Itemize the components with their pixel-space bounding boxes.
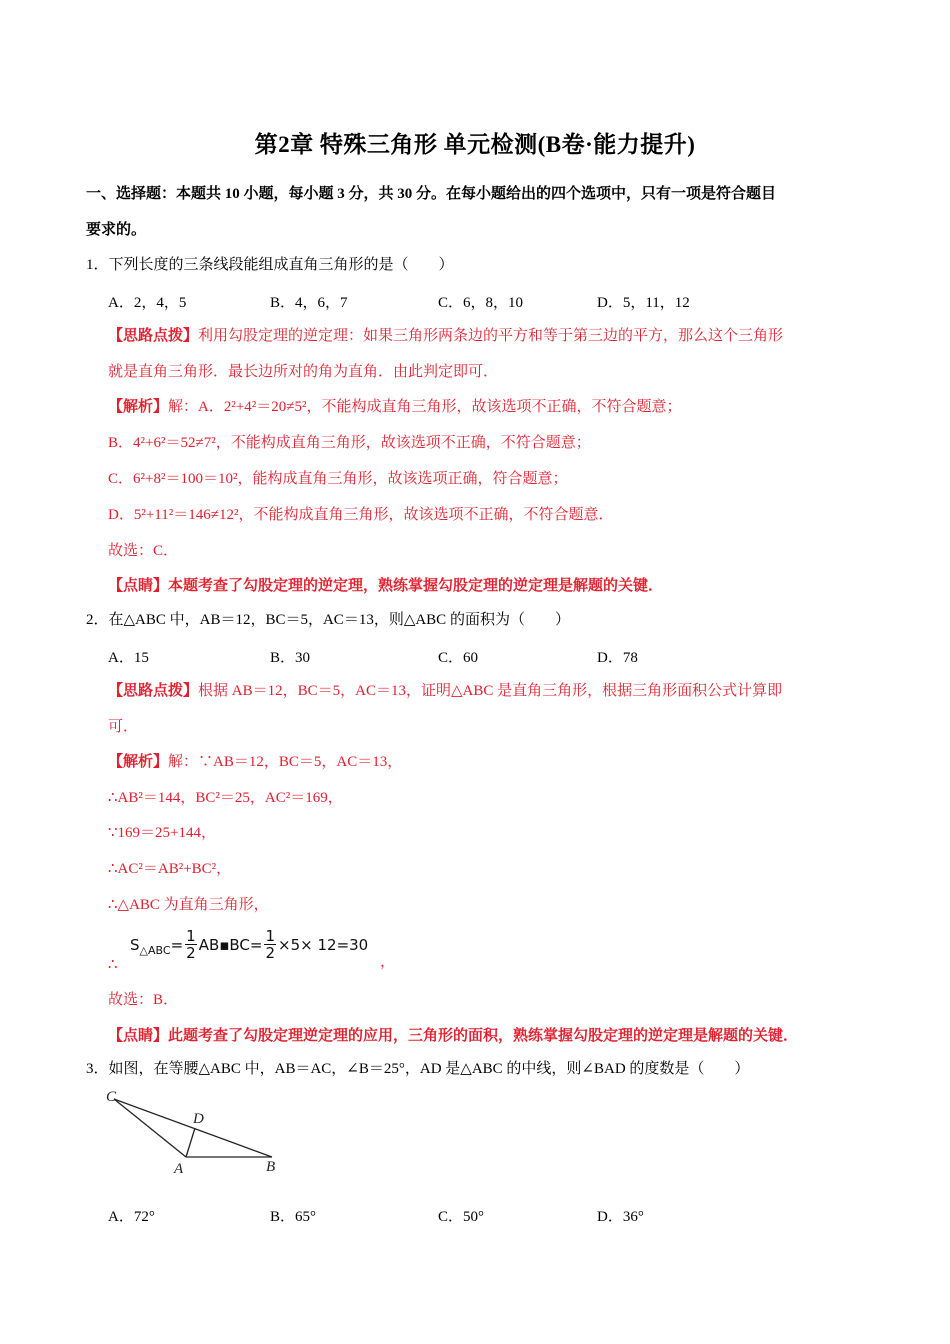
frac-num: 1: [186, 927, 196, 945]
q3-option-d: D．36°: [597, 1209, 644, 1225]
q1-analysis-4: D．5²+11²＝146≠12²，不能构成直角三角形，故该选项不正确，不符合题意．: [108, 507, 614, 523]
hint-text-1: 根据 AB＝12，BC＝5，AC＝13，证明△ABC 是直角三角形，根据三角形面积公式计算即: [198, 683, 783, 699]
formula-lhs: S: [130, 935, 140, 954]
frac-den: 2: [186, 944, 196, 962]
q1-analysis-2: B．4²+6²＝52≠7²，不能构成直角三角形，故该选项不正确，不符合题意；: [108, 435, 591, 451]
frac-num: 1: [265, 927, 276, 945]
q2-hint-line2: 可．: [108, 719, 139, 735]
label-d: D: [193, 1111, 204, 1127]
analysis-line: 解：A．2²+4²＝20≠5²，不能构成直角三角形，故该选项不正确，不符合题意；: [168, 399, 682, 415]
q1-answer: 故选：C．: [108, 543, 179, 559]
label-c: C: [106, 1089, 117, 1105]
label-b: B: [266, 1159, 276, 1175]
analysis-tag: 【解析】: [108, 399, 169, 415]
q1-option-a: A．2，4，5: [108, 295, 187, 311]
q3-option-b: B．65°: [270, 1209, 317, 1225]
q2-answer: 故选：B．: [108, 992, 179, 1008]
q2-analysis-2: ∴AB²＝144，BC²＝25，AC²＝169，: [108, 790, 343, 806]
q2-option-d: D．78: [597, 650, 638, 666]
q1-analysis-1: [108, 397, 682, 417]
hint-tag: 【思路点拨】: [108, 328, 199, 344]
q1-comment: [108, 576, 663, 596]
analysis-line: 解：∵AB＝12，BC＝5，AC＝13，: [168, 754, 403, 770]
formula-rhs: ×5× 12=30: [278, 935, 369, 954]
formula-lhs-sub: △ABC: [139, 944, 171, 957]
triangle-figure: [100, 1087, 300, 1177]
q2-analysis-1: [108, 752, 402, 772]
formula-mid: AB▪BC=: [198, 935, 263, 954]
q3-option-c: C．50°: [438, 1209, 485, 1225]
formula-suffix: ，: [380, 954, 396, 970]
q3-option-a: A．72°: [108, 1209, 155, 1225]
frac-den: 2: [265, 944, 276, 962]
formula-prefix: ∴: [108, 957, 118, 973]
formula-eq: =: [170, 935, 184, 954]
hint-text-1: 利用勾股定理的逆定理：如果三角形两条边的平方和等于第三边的平方，那么这个三角形: [198, 328, 784, 344]
q1-hint-line2: 就是直角三角形．最长边所对的角为直角．由此判定即可．: [108, 364, 499, 380]
question-1-stem: 1．下列长度的三条线段能组成直角三角形的是（ ）: [86, 257, 454, 273]
fraction-half: [264, 928, 276, 961]
section-heading-line2: 要求的。: [86, 222, 147, 238]
q2-option-b: B．30: [270, 650, 311, 666]
segment-cb: [114, 1099, 272, 1157]
page-title: 第2章 特殊三角形 单元检测(B卷·能力提升): [254, 132, 696, 157]
section-heading-line1: 一、选择题：本题共 10 小题，每小题 3 分，共 30 分。在每小题给出的四个选项中，只有一项是符合题目: [86, 186, 777, 202]
q1-hint: [108, 326, 783, 346]
q2-hint: [108, 681, 782, 701]
q2-comment: [108, 1026, 798, 1046]
comment-tag: 【点睛】: [108, 1028, 169, 1044]
q1-analysis-3: C．6²+8²＝100＝10²，能构成直角三角形，故该选项正确，符合题意；: [108, 471, 568, 487]
q2-analysis-5: ∴△ABC 为直角三角形，: [108, 897, 269, 913]
analysis-tag: 【解析】: [108, 754, 169, 770]
fraction-half: [185, 928, 197, 961]
area-formula-image: [130, 928, 368, 961]
hint-tag: 【思路点拨】: [108, 683, 199, 699]
question-3-stem: 3．如图，在等腰△ABC 中，AB＝AC，∠B＝25°，AD 是△ABC 的中线，则∠BAD 的度数是（ ）: [86, 1061, 750, 1077]
q1-option-b: B．4，6，7: [270, 295, 348, 311]
segment-ad: [186, 1128, 195, 1157]
comment-tag: 【点睛】: [108, 578, 169, 594]
q2-analysis-4: ∴AC²＝AB²+BC²，: [108, 861, 232, 877]
comment-text: 此题考查了勾股定理逆定理的应用，三角形的面积，熟练掌握勾股定理的逆定理是解题的关键．: [168, 1028, 799, 1044]
segment-ca: [114, 1099, 186, 1157]
q2-option-a: A．15: [108, 650, 149, 666]
q2-analysis-3: ∵169＝25+144，: [108, 825, 217, 841]
q2-option-c: C．60: [438, 650, 479, 666]
q1-option-c: C．6，8，10: [438, 295, 524, 311]
q1-option-d: D．5，11，12: [597, 295, 690, 311]
label-a: A: [174, 1161, 184, 1177]
question-2-stem: 2．在△ABC 中，AB＝12，BC＝5，AC＝13，则△ABC 的面积为（ ）: [86, 612, 570, 628]
comment-text: 本题考查了勾股定理的逆定理，熟练掌握勾股定理的逆定理是解题的关键．: [168, 578, 664, 594]
